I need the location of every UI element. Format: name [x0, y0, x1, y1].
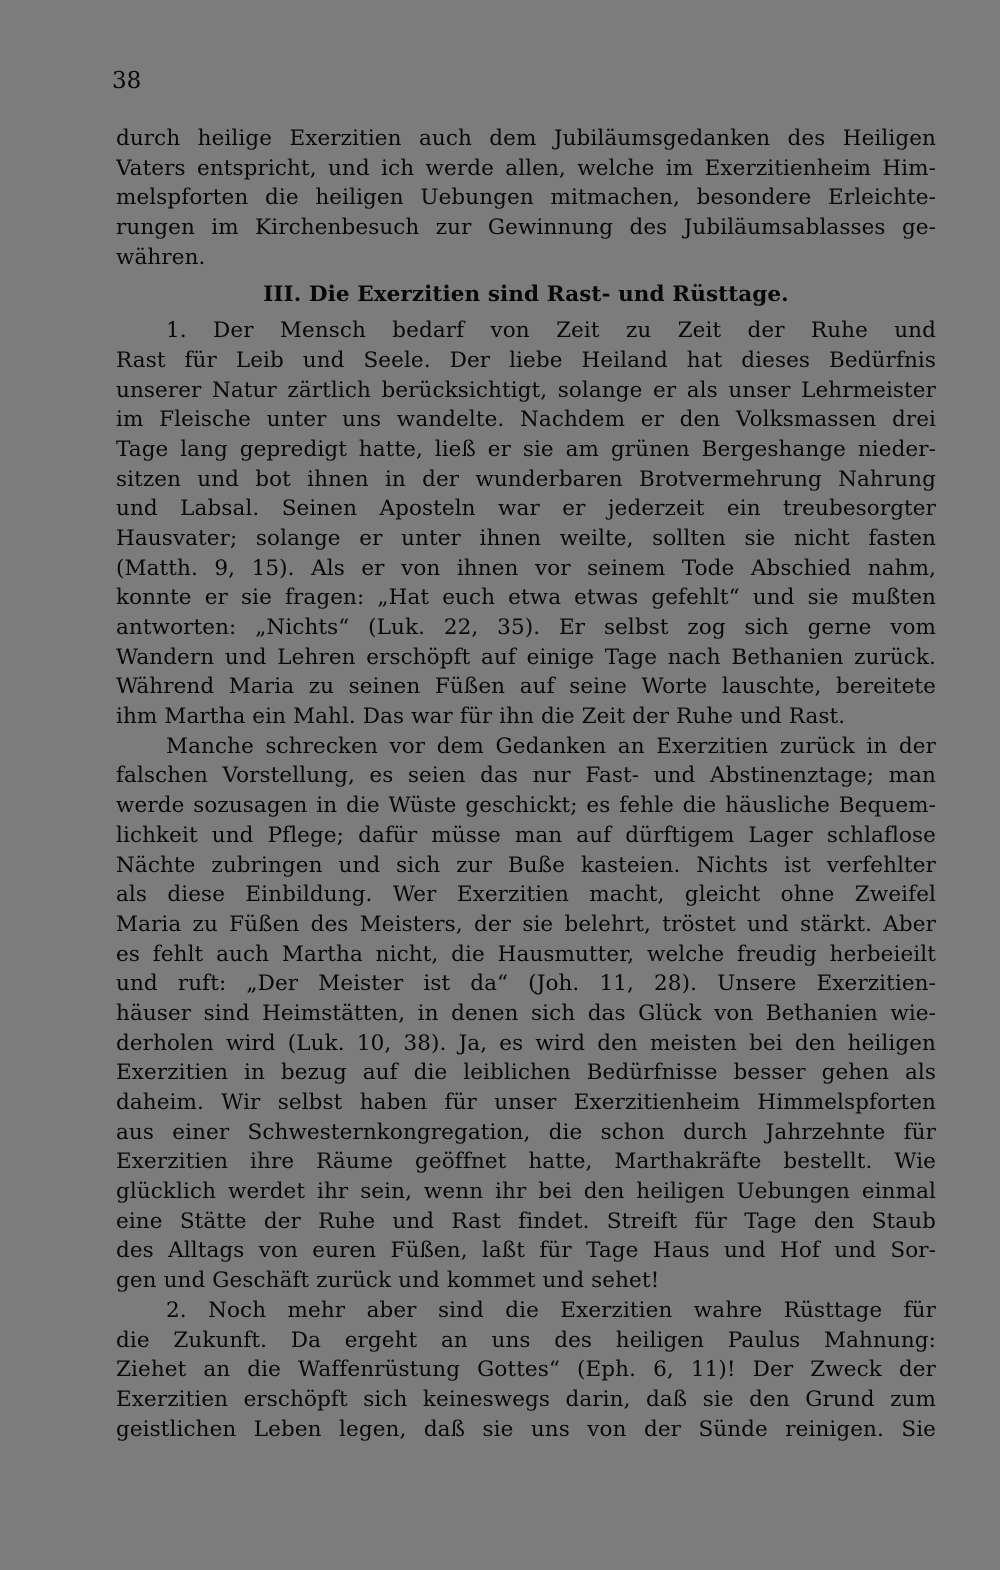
text-line: Manche schrecken vor dem Gedanken an Exerzitien zurück in der — [166, 733, 936, 759]
text-line: Wandern und Lehren erschöpft auf einige Tage nach Bethanien zurück. — [116, 644, 936, 670]
text-line: als diese Einbildung. Wer Exerzitien macht, gleicht ohne Zweifel — [116, 882, 936, 908]
text-line: unserer Natur zärtlich berücksichtigt, solange er als unser Lehrmeister — [116, 377, 936, 403]
text-line: sitzen und bot ihnen in der wunderbaren Brotvermehrung Nahrung — [116, 466, 936, 492]
text-line: es fehlt auch Martha nicht, die Hausmutter, welche freudig herbeieilt — [116, 941, 936, 967]
text-line: Exerzitien in bezug auf die leiblichen Bedürfnisse besser gehen als — [116, 1060, 936, 1086]
body-text — [116, 124, 936, 1444]
text-line: Während Maria zu seinen Füßen auf seine Worte lauschte, bereitete — [116, 674, 936, 700]
text-line: Ziehet an die Waffenrüstung Gottes“ (Eph. 6, 11)! Der Zweck der — [116, 1357, 936, 1383]
text-line: gen und Geschäft zurück und kommet und sehet! — [116, 1268, 660, 1294]
text-line: rungen im Kirchenbesuch zur Gewinnung des Jubiläumsablasses ge- — [116, 215, 936, 241]
text-line: und Labsal. Seinen Aposteln war er jederzeit ein treubesorgter — [116, 496, 936, 522]
text-line: daheim. Wir selbst haben für unser Exerzitienheim Himmelspforten — [116, 1090, 936, 1115]
text-line: Rast für Leib und Seele. Der liebe Heiland hat dieses Bedürfnis — [116, 347, 936, 373]
text-line: lichkeit und Pflege; dafür müsse man auf dürftigem Lager schlaflose — [116, 822, 936, 848]
text-line: im Fleische unter uns wandelte. Nachdem er den Volksmassen drei — [116, 407, 936, 433]
text-line: konnte er sie fragen: „Hat euch etwa etwas gefehlt“ und sie mußten — [116, 585, 936, 611]
text-line: des Alltags von euren Füßen, laßt für Tage Haus und Hof und Sor- — [116, 1238, 936, 1264]
text-line: geistlichen Leben legen, daß sie uns von der Sünde reinigen. Sie — [116, 1416, 936, 1442]
text-line: eine Stätte der Ruhe und Rast findet. Streift für Tage den Staub — [116, 1208, 936, 1234]
text-line: 2. Noch mehr aber sind die Exerzitien wahre Rüsttage für — [166, 1297, 936, 1323]
text-line: derholen wird (Luk. 10, 38). Ja, es wird den meisten bei den heiligen — [116, 1030, 936, 1056]
text-line: melspforten die heiligen Uebungen mitmachen, besondere Erleichte- — [116, 185, 936, 211]
text-line: und ruft: „Der Meister ist da“ (Joh. 11, 28). Unsere Exerzitien- — [116, 971, 936, 997]
text-line: häuser sind Heimstätten, in denen sich das Glück von Bethanien wie- — [116, 1000, 936, 1026]
text-line: Exerzitien erschöpft sich keineswegs darin, daß sie den Grund zum — [116, 1386, 936, 1412]
text-line: Maria zu Füßen des Meisters, der sie belehrt, tröstet und stärkt. Aber — [116, 911, 936, 937]
text-line: die Zukunft. Da ergeht an uns des heiligen Paulus Mahnung: — [116, 1327, 936, 1353]
text-line: werde sozusagen in die Wüste geschickt; es fehle die häusliche Bequem- — [116, 793, 936, 819]
text-line: aus einer Schwesternkongregation, die schon durch Jahrzehnte für — [116, 1119, 936, 1145]
page-number: 38 — [112, 68, 142, 94]
text-line: währen. — [116, 244, 206, 270]
text-line: ihm Martha ein Mahl. Das war für ihn die Zeit der Ruhe und Rast. — [116, 704, 846, 730]
text-line: glücklich werdet ihr sein, wenn ihr bei den heiligen Uebungen einmal — [116, 1179, 936, 1205]
text-line: durch heilige Exerzitien auch dem Jubiläumsgedanken des Heiligen — [116, 126, 936, 151]
section-heading: III. Die Exerzitien sind Rast- und Rüsttage. — [263, 282, 789, 308]
text-line: (Matth. 9, 15). Als er von ihnen vor seinem Tode Abschied nahm, — [116, 555, 936, 581]
text-line: Exerzitien ihre Räume geöffnet hatte, Marthakräfte bestellt. Wie — [116, 1149, 936, 1175]
text-line: Tage lang gepredigt hatte, ließ er sie am grünen Bergeshange nieder- — [116, 436, 936, 462]
text-line: Hausvater; solange er unter ihnen weilte, sollten sie nicht fasten — [116, 525, 936, 551]
text-line: 1. Der Mensch bedarf von Zeit zu Zeit der Ruhe und — [166, 318, 936, 344]
text-line: antworten: „Nichts“ (Luk. 22, 35). Er selbst zog sich gerne vom — [116, 615, 936, 640]
text-line: Vaters entspricht, und ich werde allen, welche im Exerzitienheim Him- — [116, 155, 936, 181]
text-line: Nächte zubringen und sich zur Buße kasteien. Nichts ist verfehlter — [116, 852, 936, 878]
text-line: falschen Vorstellung, es seien das nur Fast- und Abstinenztage; man — [116, 763, 936, 789]
